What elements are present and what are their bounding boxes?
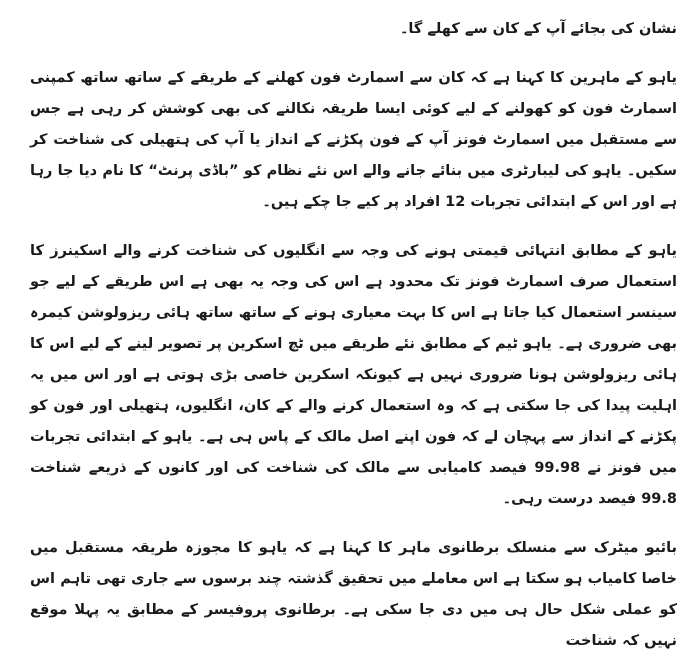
paragraph-4: بائیو میٹرک سے منسلک برطانوی ماہر کا کہنا ہے کہ یاہو کا مجوزہ طریقہ مستقبل میں خاصا کامیاب ہو سکتا ہے اس معاملے میں تحقیق گذشتہ چند برسوں سے جاری تھی تاہم اس کو عملی شکل حال ہی میں دی جا سکی ہے۔ برطانوی پروفیسر کے مطابق یہ پہلا موقع نہیں کہ شناخت bbox=[30, 540, 677, 649]
paragraph-3: یاہو کے مطابق انتہائی قیمتی ہونے کی وجہ سے انگلیوں کی شناخت کرنے والے اسکینرز کا استعمال صرف اسمارٹ فونز تک محدود ہے اس کی وجہ یہ بھی ہے اس طریقے کے لیے جو سینسر استعمال کیا جاتا ہے اس کا بہت معیاری ہونے کے ساتھ ساتھ ہائی ریزولوشن کیمرہ بھی ضروری ہے۔ یاہو ٹیم کے مطابق نئے طریقے میں ٹچ اسکرین پر تصویر لینے کے لیے اس کا ہائی ریزولوشن ہونا ضروری نہیں ہے کیونکہ اسکرین خاصی بڑی ہوتی ہے اور اس میں یہ اہلیت پیدا کی جا سکتی ہے کہ وہ استعمال کرنے والے کے کان، انگلیوں، ہتھیلی اور فون کو پکڑنے کے انداز سے پہچان لے کہ فون اپنے اصل مالک کے پاس ہی ہے۔ یاہو کے ابتدائی تجربات میں فونز نے 99.98 فیصد کامیابی سے مالک کی شناخت کی اور کانوں کے ذریعے شناخت 99.8 فیصد درست رہی۔ bbox=[30, 243, 677, 507]
paragraph-2: یاہو کے ماہرین کا کہنا ہے کہ کان سے اسمارٹ فون کھلنے کے طریقے کے ساتھ ساتھ کمپنی اسمارٹ فون کو کھولنے کے لیے کوئی ایسا طریقہ نکالنے کی بھی کوشش کر رہی ہے جس سے مستقبل میں اسمارٹ فونز آپ کے فون پکڑنے کے انداز یا آپ کی ہتھیلی کی شناخت کر سکیں۔ یاہو کی لیبارٹری میں بنائے جانے والے اس نئے نظام کو ”باڈی پرنٹ“ کا نام دیا جا رہا ہے اور اس کے ابتدائی تجربات 12 افراد پر کیے جا چکے ہیں۔ bbox=[30, 70, 677, 210]
article-body bbox=[30, 0, 677, 657]
paragraph-1: نشان کی بجائے آپ کے کان سے کھلے گا۔ bbox=[399, 21, 677, 37]
